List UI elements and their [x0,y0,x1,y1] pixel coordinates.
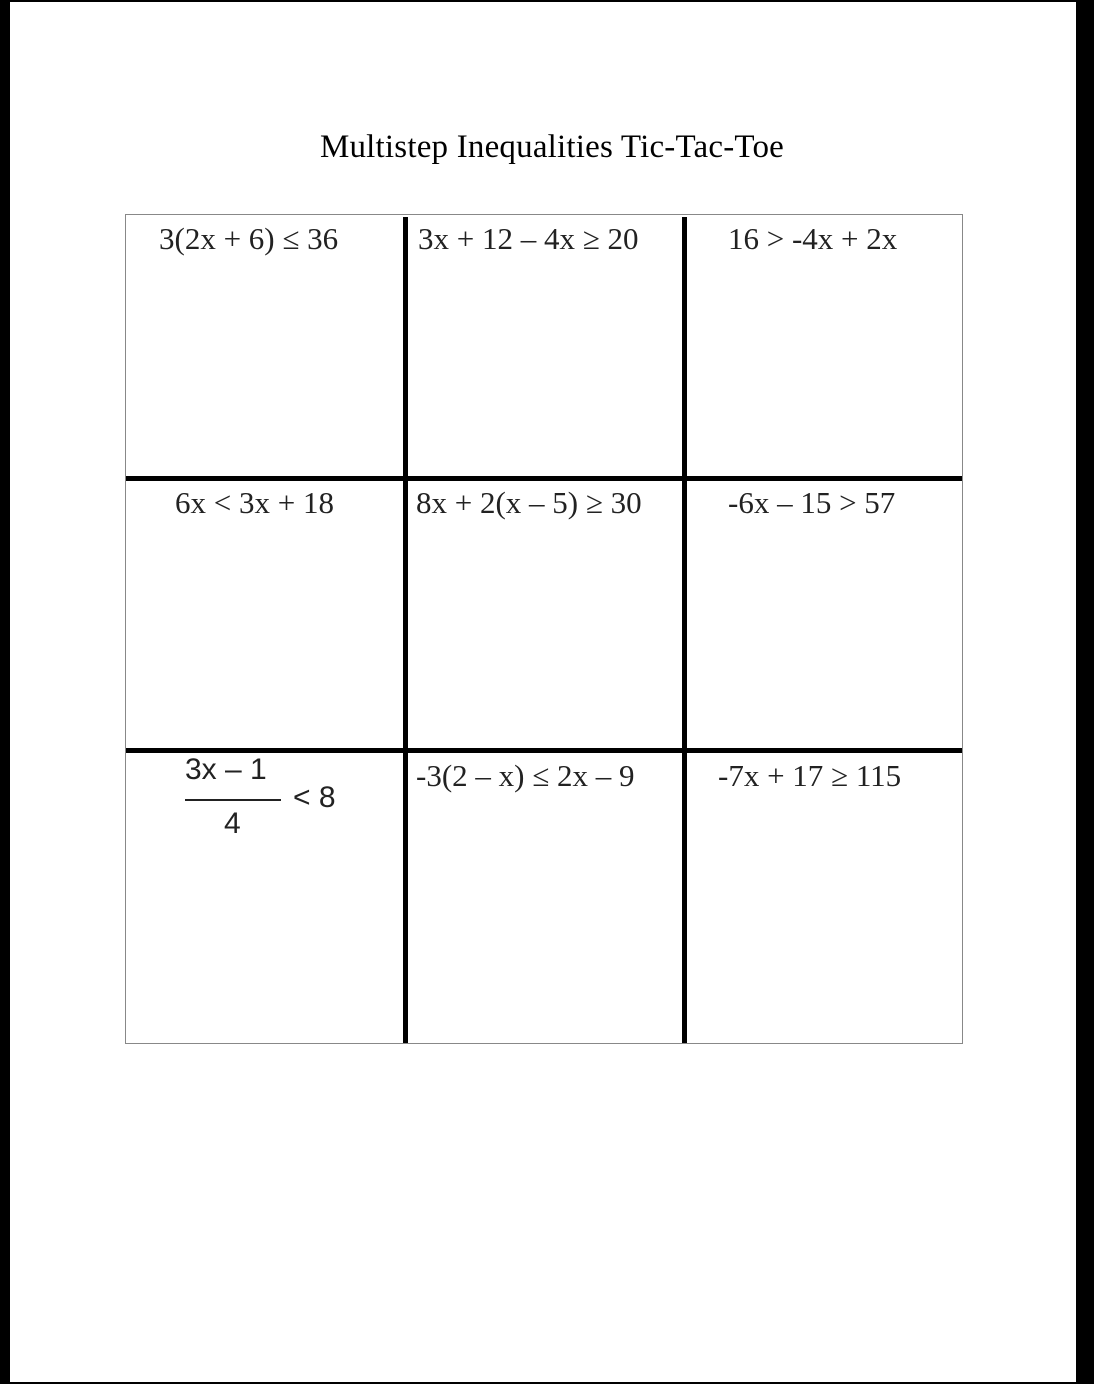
worksheet-title: Multistep Inequalities Tic-Tac-Toe [319,129,785,165]
cell-8-inequality: -3(2 – x) ≤ 2x – 9 [416,758,635,793]
grid-line-vertical-2 [682,217,687,1043]
grid-line-horizontal-1 [126,476,962,481]
cell-4-inequality: 6x < 3x + 18 [175,485,334,520]
worksheet-page [10,2,1076,1382]
tic-tac-toe-board [125,214,963,1044]
fraction-bar [185,799,281,801]
cell-6-inequality: -6x – 15 > 57 [728,485,896,520]
cell-1-inequality: 3(2x + 6) ≤ 36 [159,221,339,256]
cell-7-fraction-inequality [185,753,355,843]
cell-2-inequality: 3x + 12 – 4x ≥ 20 [418,221,639,256]
cell-5-inequality: 8x + 2(x – 5) ≥ 30 [416,485,642,520]
grid-line-vertical-1 [403,217,408,1043]
cell-9-inequality: -7x + 17 ≥ 115 [718,758,902,793]
fraction-comparison: < 8 [293,781,336,814]
fraction-denominator: 4 [224,807,241,840]
cell-3-inequality: 16 > -4x + 2x [728,221,898,256]
fraction-numerator: 3x – 1 [185,753,267,786]
